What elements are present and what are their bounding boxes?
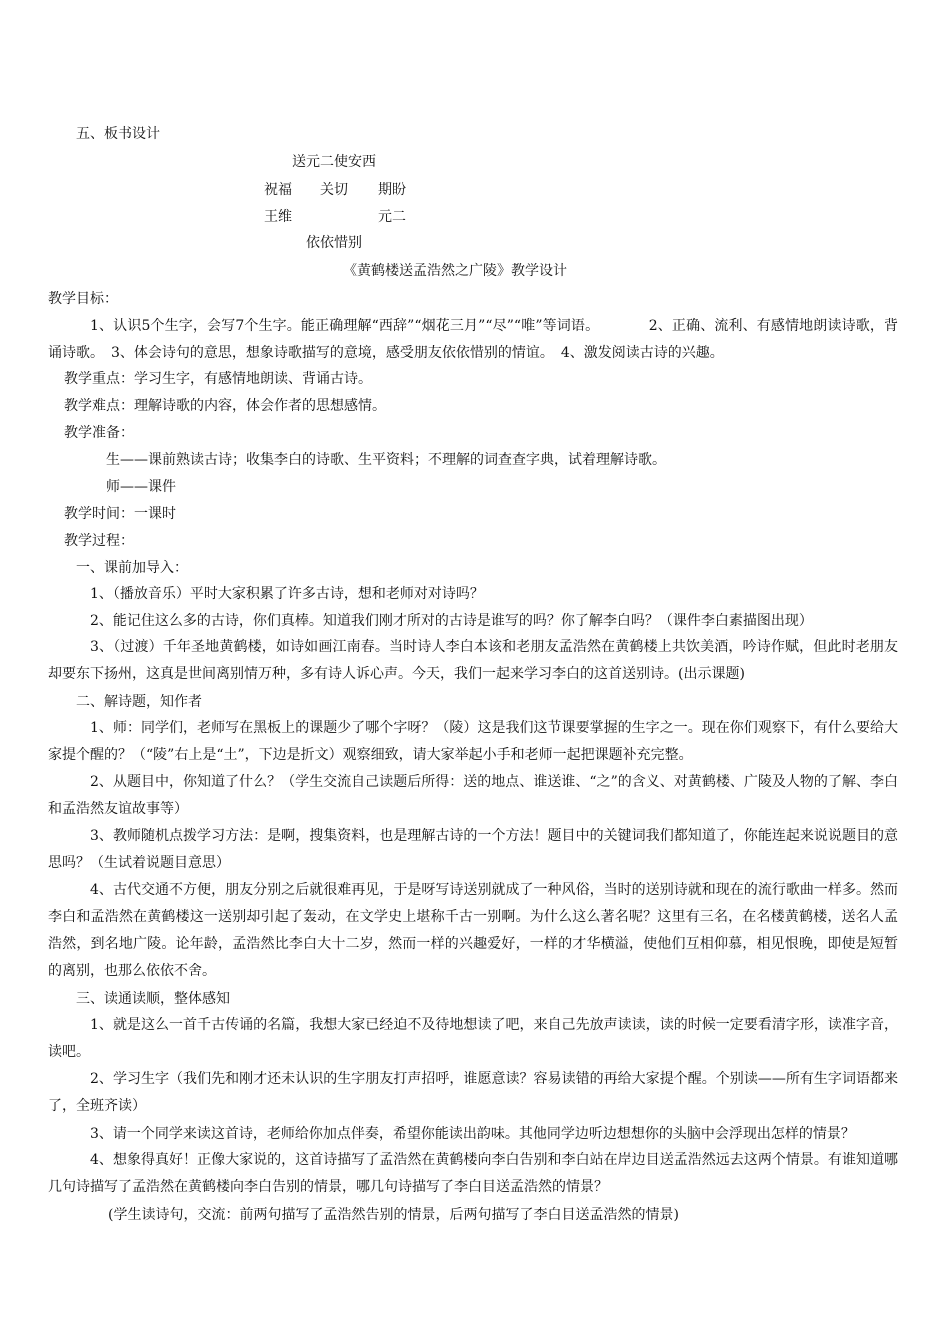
section1-item2: 2、能记住这么多的古诗，你们真棒。知道我们刚才所对的古诗是谁写的吗？你了解李白吗？（课件李白素描图出现） [90, 613, 813, 629]
teaching-time: 教学时间：一课时 [64, 506, 176, 522]
board-heading: 五、板书设计 [76, 126, 160, 142]
section2-item1: 1、师：同学们，老师写在黑板上的课题少了哪个字呀？（陵）这是我们这节课要掌握的生字之一。现在你们观察下，有什么要给大家提个醒的？（“陵”右上是“土”，下边是折文）观察细致，请大家举起小手和老师一起把课题补充完整。 [48, 720, 898, 763]
section2-item4: 4、古代交通不方便，朋友分别之后就很难再见，于是呀写诗送别就成了一种风俗，当时的送别诗就和现在的流行歌曲一样多。然而李白和孟浩然在黄鹤楼这一送别却引起了轰动，在文学史上堪称千古一别啊。为什么这么著名呢？这里有三名，在名楼黄鹤楼，送名人孟浩然，到名地广陵。论年龄，孟浩然比李白大十二岁，然而一样的兴趣爱好，一样的才华横溢，使他们互相仰慕，相见恨晚，即使是短暂的离别，也那么依依不舍。 [48, 882, 898, 979]
section1-item1: 1、（播放音乐）平时大家积累了许多古诗，想和老师对对诗吗？ [90, 586, 484, 602]
difficulties: 教学难点：理解诗歌的内容，体会作者的思想感情。 [64, 398, 386, 414]
process-label: 教学过程： [64, 533, 134, 549]
section3-item2: 2、学习生字（我们先和刚才还未认识的生字朋友打声招呼，谁愿意读？容易读错的再给大家提个醒。个别读——所有生字词语都来了，全班齐读） [48, 1071, 898, 1114]
section3-item5: (学生读诗句，交流：前两句描写了孟浩然告别的情景，后两句描写了李白目送孟浩然的情景) [108, 1207, 679, 1223]
board-word-care: 关切 [320, 182, 348, 198]
preparation-label: 教学准备： [64, 425, 134, 441]
section2-heading: 二、解诗题，知作者 [76, 694, 202, 710]
section3-item1: 1、就是这么一首千古传诵的名篇，我想大家已经迫不及待地想读了吧，来自己先放声读读，读的时候一定要看清字形，读准字音，读吧。 [48, 1017, 898, 1060]
board-name-wangwei: 王维 [264, 209, 292, 225]
doc-title: 《黄鹤楼送孟浩然之广陵》教学设计 [343, 263, 567, 279]
board-title: 送元二使安西 [292, 154, 376, 170]
preparation-teacher: 师——课件 [106, 479, 176, 495]
board-word-blessing: 祝福 [264, 182, 292, 198]
objectives-text: 1、认识5个生字，会写7个生字。能正确理解“西辞”“烟花三月”“尽”“唯”等词语。 2、正确、流利、有感情地朗读诗歌，背诵诗歌。 3、体会诗句的意思，想象诗歌描写的意境，感受朋友依依惜别的情谊。 4、激发阅读古诗的兴趣。 [48, 318, 898, 361]
key-points: 教学重点：学习生字，有感情地朗读、背诵古诗。 [64, 371, 372, 387]
objectives-label: 教学目标： [48, 291, 118, 307]
board-name-yuaner: 元二 [378, 209, 406, 225]
preparation-student: 生——课前熟读古诗；收集李白的诗歌、生平资料；不理解的词查查字典，试着理解诗歌。 [106, 452, 666, 468]
section3-item4: 4、想象得真好！正像大家说的，这首诗描写了孟浩然在黄鹤楼向李白告别和李白站在岸边目送孟浩然远去这两个情景。有谁知道哪几句诗描写了孟浩然在黄鹤楼向李白告别的情景，哪几句诗描写了李白目送孟浩然的情景？ [48, 1152, 898, 1195]
section3-heading: 三、读通读顺，整体感知 [76, 991, 230, 1007]
section2-item3: 3、教师随机点拨学习方法：是啊，搜集资料，也是理解古诗的一个方法！题目中的关键词我们都知道了，你能连起来说说题目的意思吗？（生试着说题目意思） [48, 828, 898, 871]
section1-item3: 3、（过渡）千年圣地黄鹤楼，如诗如画江南春。当时诗人李白本该和老朋友孟浩然在黄鹤楼上共饮美酒，吟诗作赋，但此时老朋友却要东下扬州，这真是世间离别情万种，多有诗人诉心声。今天，我们一起来学习李白的这首送别诗。(出示课题) [48, 639, 898, 682]
section1-heading: 一、课前加导入： [76, 560, 188, 576]
board-word-hope: 期盼 [378, 182, 406, 198]
section2-item2: 2、从题目中，你知道了什么？（学生交流自己读题后所得：送的地点、谁送谁、“之”的含义、对黄鹤楼、广陵及人物的了解、李白和孟浩然友谊故事等） [48, 774, 898, 817]
section3-item3: 3、请一个同学来读这首诗，老师给你加点伴奏，希望你能读出韵味。其他同学边听边想想你的头脑中会浮现出怎样的情景？ [90, 1126, 855, 1142]
board-theme: 依依惜别 [306, 235, 362, 251]
